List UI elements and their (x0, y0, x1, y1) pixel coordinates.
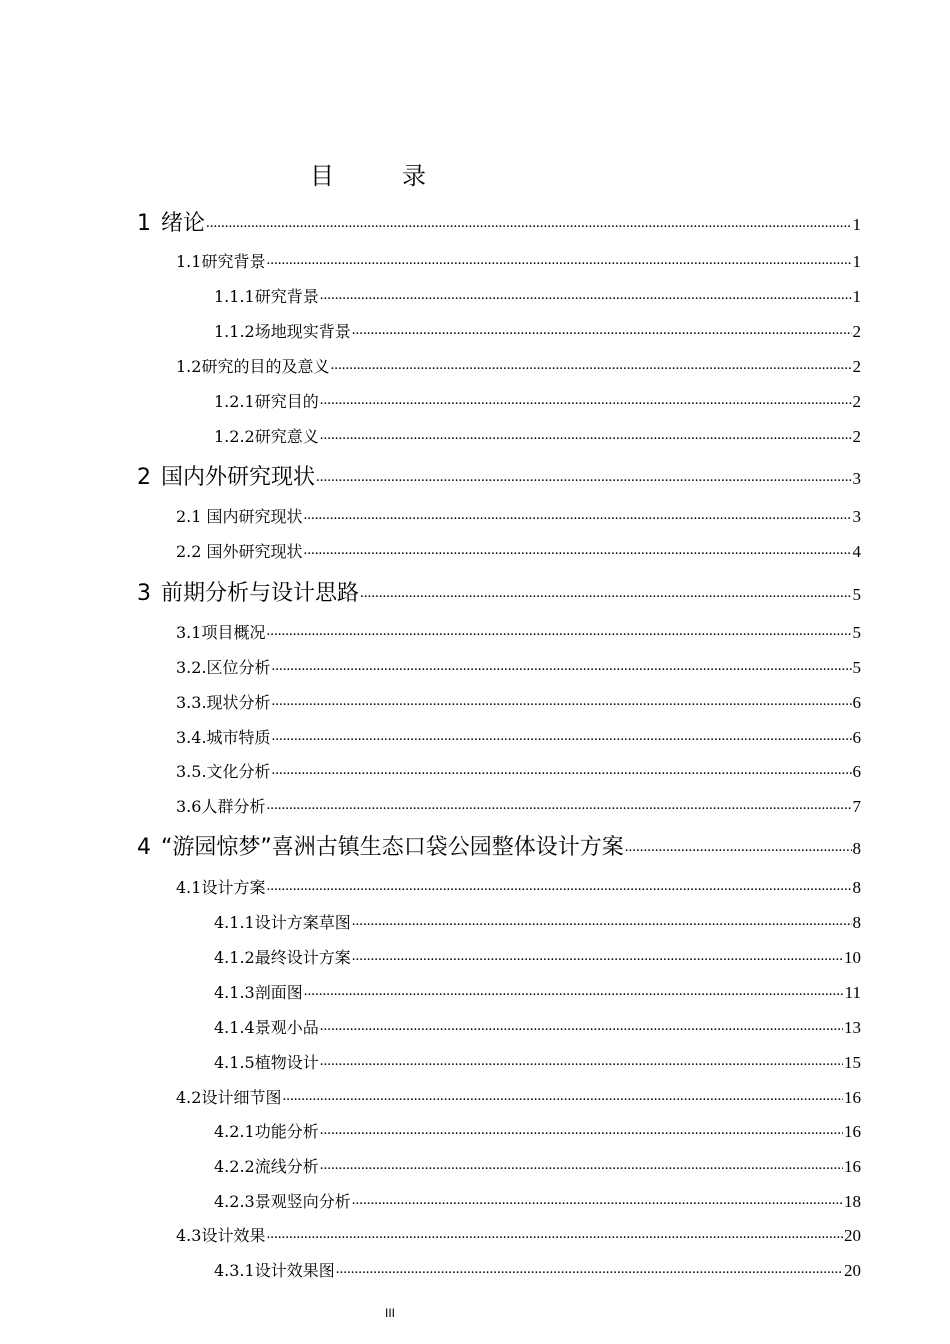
toc-entry[interactable] (214, 1154, 861, 1177)
toc-entry-label (176, 794, 265, 817)
toc-entry-label (176, 1223, 265, 1246)
toc-entry-text: 4.3.1设计效果图 (214, 1261, 335, 1280)
toc-entry[interactable] (214, 945, 861, 968)
toc-entry-text: 4.1.3剖面图 (214, 983, 303, 1002)
toc-entry-label (176, 354, 329, 377)
toc-entry[interactable] (214, 424, 861, 447)
toc-entry-label (176, 249, 265, 272)
toc-entry-label (137, 830, 624, 861)
toc-page-number: 16 (844, 1157, 861, 1176)
toc-entry[interactable] (176, 620, 861, 643)
toc-page-number: 8 (852, 913, 861, 932)
toc-entry-label (176, 539, 303, 562)
toc-leader-dots (352, 947, 843, 963)
toc-entry[interactable] (214, 1119, 861, 1142)
toc-entry-text: 3.4.城市特质 (176, 728, 271, 747)
toc-entry-text: 4.1.5植物设计 (214, 1053, 319, 1072)
toc-leader-dots (304, 982, 844, 998)
toc-page-number: 20 (844, 1226, 861, 1245)
toc-entry-label (214, 1050, 319, 1073)
toc-leader-dots (282, 1087, 843, 1103)
toc-entry[interactable] (176, 504, 861, 527)
toc-entry-text: 1.1研究背景 (176, 252, 266, 271)
toc-entry-label (176, 504, 303, 527)
toc-leader-dots (352, 321, 852, 337)
toc-entry[interactable] (137, 830, 861, 861)
toc-leader-dots (320, 1121, 843, 1137)
toc-entry-label (176, 690, 271, 713)
toc-page-number: 5 (852, 658, 861, 677)
toc-page-number: 8 (852, 839, 861, 858)
toc-entry-text: 前期分析与设计思路 (161, 581, 360, 606)
toc-entry[interactable] (176, 354, 861, 377)
toc-entry-label (214, 319, 351, 342)
toc-entry[interactable] (214, 389, 861, 412)
toc-entry-label (214, 1189, 351, 1212)
toc-entry[interactable] (176, 1085, 861, 1108)
toc-entry[interactable] (214, 1050, 861, 1073)
toc-entry-label (137, 206, 205, 237)
toc-entry-label (214, 1119, 319, 1142)
toc-page-number: 8 (852, 878, 861, 897)
toc-entry-label (214, 1154, 319, 1177)
toc-entry-text: 4.1设计方案 (176, 878, 266, 897)
toc-page-number: 2 (852, 357, 861, 376)
toc-entry-text: 4.2.1功能分析 (214, 1122, 319, 1141)
toc-leader-dots (272, 727, 852, 743)
toc-entry-text: 4.3设计效果 (176, 1226, 266, 1245)
toc-leader-dots (320, 426, 852, 442)
toc-page-number: 16 (844, 1122, 861, 1141)
toc-entry-text: 1.1.1研究背景 (214, 287, 319, 306)
toc-leader-dots (266, 877, 851, 893)
toc-entry[interactable] (214, 284, 861, 307)
toc-page-number: 2 (852, 392, 861, 411)
toc-entry-label (176, 620, 265, 643)
toc-leader-dots (266, 1225, 843, 1241)
toc-page-number: 11 (844, 983, 861, 1002)
toc-entry-label (214, 1015, 319, 1038)
toc-entry[interactable] (176, 759, 861, 782)
toc-page-number: 20 (844, 1261, 861, 1280)
toc-entry-text: 1.1.2场地现实背景 (214, 322, 351, 341)
toc-entry[interactable] (176, 794, 861, 817)
toc-entry[interactable] (214, 1189, 861, 1212)
page-number: III (384, 1306, 395, 1320)
toc-leader-dots (304, 541, 852, 557)
toc-leader-dots (272, 761, 852, 777)
toc-chapter-number: 4 (137, 835, 151, 860)
toc-leader-dots (352, 1191, 843, 1207)
toc-entry[interactable] (214, 980, 861, 1003)
toc-entry-text: 3.6人群分析 (176, 797, 266, 816)
toc-leader-dots (206, 208, 851, 230)
toc-entry[interactable] (137, 460, 861, 491)
toc-entry[interactable] (176, 690, 861, 713)
toc-leader-dots (336, 1260, 843, 1276)
toc-page-number: 6 (852, 728, 861, 747)
toc-page-number: 10 (844, 948, 861, 967)
toc-entry-text: 4.2设计细节图 (176, 1088, 282, 1107)
toc-entry-label (176, 1085, 281, 1108)
toc-entry[interactable] (137, 206, 861, 237)
toc-entry[interactable] (214, 910, 861, 933)
toc-page-number: 15 (844, 1053, 861, 1072)
toc-entry-text: 1.2.1研究目的 (214, 392, 319, 411)
toc-entry-text: 1.2研究的目的及意义 (176, 357, 330, 376)
toc-entry-label (137, 460, 315, 491)
toc-leader-dots (360, 578, 851, 600)
toc-entry-label (214, 910, 351, 933)
toc-leader-dots (320, 286, 852, 302)
toc-entry[interactable] (176, 655, 861, 678)
page-title: 目 录 (310, 162, 448, 190)
toc-entry[interactable] (214, 319, 861, 342)
toc-entry-label (214, 389, 319, 412)
toc-entry-text: 2.2 国外研究现状 (176, 542, 303, 561)
toc-leader-dots (320, 1017, 843, 1033)
toc-entry[interactable] (214, 1258, 861, 1281)
toc-page-number: 4 (852, 542, 861, 561)
toc-entry-label (214, 980, 303, 1003)
toc-entry[interactable] (176, 1223, 861, 1246)
toc-entry-text: 1.2.2研究意义 (214, 427, 319, 446)
toc-entry-text: 3.2.区位分析 (176, 658, 271, 677)
toc-page-number: 7 (852, 797, 861, 816)
toc-entry[interactable] (176, 875, 861, 898)
toc-entry[interactable] (214, 1015, 861, 1038)
toc-entry-label (176, 655, 271, 678)
toc-entry-text: 4.1.2最终设计方案 (214, 948, 351, 967)
toc-leader-dots (266, 251, 851, 267)
toc-page-number: 1 (852, 215, 861, 234)
toc-entry-text: 3.1项目概况 (176, 623, 266, 642)
toc-chapter-number: 2 (137, 465, 151, 490)
toc-page-number: 6 (852, 693, 861, 712)
toc-entry-label (176, 759, 271, 782)
toc-leader-dots (625, 832, 852, 854)
toc-entry-text: 2.1 国内研究现状 (176, 507, 303, 526)
toc-entry-text: 4.2.3景观竖向分析 (214, 1192, 351, 1211)
toc-page-number: 3 (852, 469, 861, 488)
toc-entry-label (137, 576, 359, 607)
toc-page-number: 18 (844, 1192, 861, 1211)
toc-entry[interactable] (176, 725, 861, 748)
toc-leader-dots (272, 692, 852, 708)
toc-leader-dots (320, 391, 852, 407)
toc-page-number: 3 (852, 507, 861, 526)
toc-page-number: 2 (852, 322, 861, 341)
toc-page-number: 2 (852, 427, 861, 446)
toc-page-number: 13 (844, 1018, 861, 1037)
toc-leader-dots (330, 356, 851, 372)
toc-page-number: 16 (844, 1088, 861, 1107)
toc-entry[interactable] (176, 249, 861, 272)
toc-entry-label (176, 875, 265, 898)
toc-leader-dots (320, 1052, 843, 1068)
toc-entry[interactable] (176, 539, 861, 562)
toc-leader-dots (266, 796, 851, 812)
toc-leader-dots (316, 462, 851, 484)
toc-page-number: 5 (852, 585, 861, 604)
toc-entry-text: 4.1.1设计方案草图 (214, 913, 351, 932)
toc-leader-dots (304, 506, 852, 522)
toc-entry[interactable] (137, 576, 861, 607)
toc-entry-label (176, 725, 271, 748)
toc-leader-dots (266, 622, 851, 638)
toc-entry-label (214, 1258, 335, 1281)
toc-entry-text: 绪论 (161, 211, 206, 236)
toc-leader-dots (352, 912, 852, 928)
toc-entry-text: 3.3.现状分析 (176, 693, 271, 712)
toc-page-number: 1 (852, 252, 861, 271)
toc-entry-text: 4.1.4景观小品 (214, 1018, 319, 1037)
toc-page-number: 6 (852, 762, 861, 781)
toc-entry-text: 国内外研究现状 (161, 465, 316, 490)
toc-entry-label (214, 945, 351, 968)
toc-page-number: 5 (852, 623, 861, 642)
toc-entry-text: “游园惊梦”喜洲古镇生态口袋公园整体设计方案 (161, 835, 624, 860)
toc-entry-label (214, 284, 319, 307)
toc-chapter-number: 1 (137, 211, 151, 236)
toc-entry-label (214, 424, 319, 447)
toc-chapter-number: 3 (137, 581, 151, 606)
toc-entry-text: 3.5.文化分析 (176, 762, 271, 781)
toc-leader-dots (320, 1156, 843, 1172)
toc-leader-dots (272, 657, 852, 673)
toc-entry-text: 4.2.2流线分析 (214, 1157, 319, 1176)
toc-page-number: 1 (852, 287, 861, 306)
